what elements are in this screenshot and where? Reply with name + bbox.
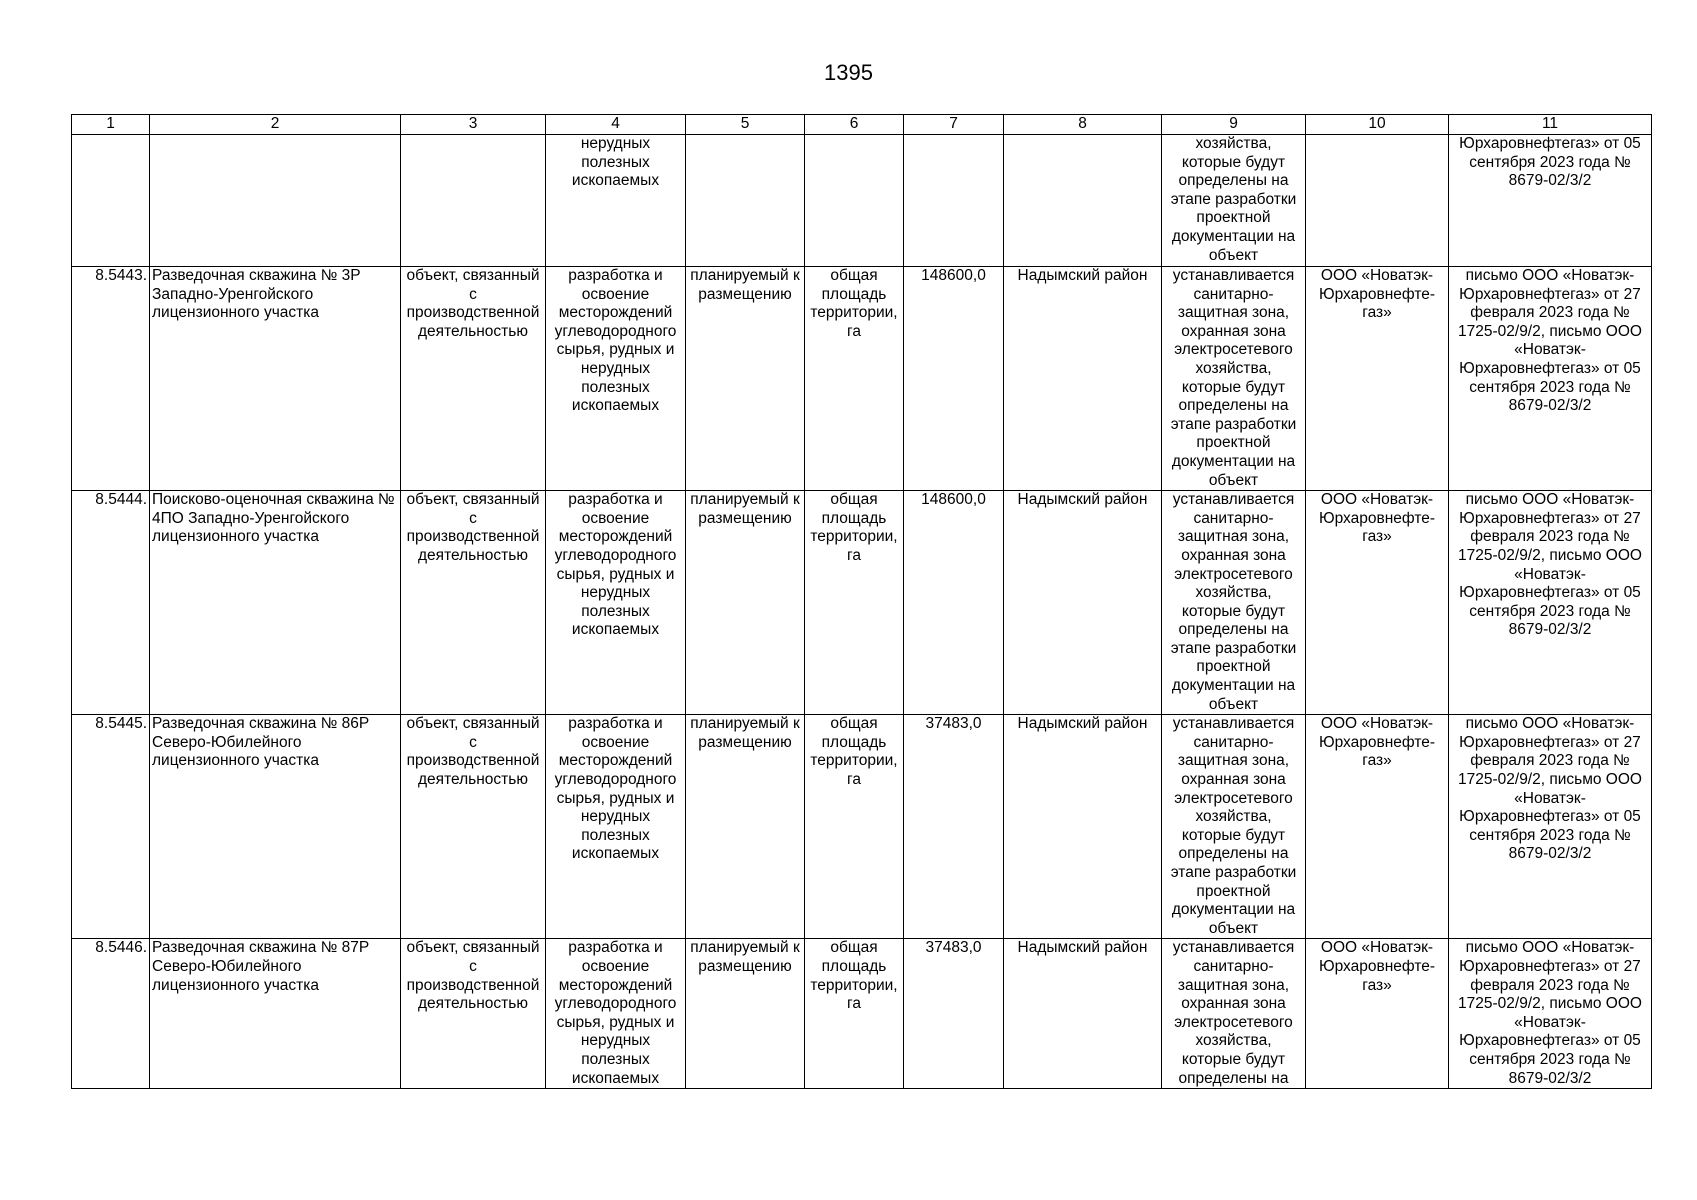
column-header-7: 7 (904, 115, 1004, 135)
cell-owner: ООО «Новатэк-Юрхаровнефте-газ» (1306, 491, 1449, 715)
cell-location (1004, 135, 1162, 267)
cell-zones: устанавливается санитарно-защитная зона, охранная зона электросетевого хозяйства, которые будут определены на этапе разработки проектной документации на объект (1162, 267, 1306, 491)
cell-basis: письмо ООО «Новатэк-Юрхаровнефтегаз» от 27 февраля 2023 года № 1725-02/9/2, письмо ООО «Новатэк-Юрхаровнефтегаз» от 05 сентября 2023 года № 8679-02/3/2 (1449, 939, 1652, 1089)
cell-characteristic: общая площадь территории, га (805, 715, 904, 939)
cell-status: планируемый к размещению (686, 939, 805, 1089)
column-header-9: 9 (1162, 115, 1306, 135)
column-header-3: 3 (401, 115, 546, 135)
cell-num (72, 135, 150, 267)
cell-location: Надымский район (1004, 939, 1162, 1089)
cell-num: 8.5444. (72, 491, 150, 715)
column-header-11: 11 (1449, 115, 1652, 135)
cell-name: Разведочная скважина № 86Р Северо-Юбилейного лицензионного участка (150, 715, 401, 939)
cell-value: 37483,0 (904, 939, 1004, 1089)
cell-basis: письмо ООО «Новатэк-Юрхаровнефтегаз» от 27 февраля 2023 года № 1725-02/9/2, письмо ООО «Новатэк-Юрхаровнефтегаз» от 05 сентября 2023 года № 8679-02/3/2 (1449, 491, 1652, 715)
cell-characteristic (805, 135, 904, 267)
cell-status: планируемый к размещению (686, 715, 805, 939)
cell-type: объект, связанный с производственной деятельностью (401, 491, 546, 715)
cell-value: 148600,0 (904, 491, 1004, 715)
column-header-1: 1 (72, 115, 150, 135)
cell-num: 8.5446. (72, 939, 150, 1089)
table-header-row (72, 115, 1652, 135)
cell-basis: Юрхаровнефтегаз» от 05 сентября 2023 года № 8679-02/3/2 (1449, 135, 1652, 267)
cell-location: Надымский район (1004, 267, 1162, 491)
cell-purpose: нерудных полезных ископаемых (546, 135, 686, 267)
cell-value: 37483,0 (904, 715, 1004, 939)
cell-owner: ООО «Новатэк-Юрхаровнефте-газ» (1306, 939, 1449, 1089)
register-table (71, 114, 1652, 1089)
cell-basis: письмо ООО «Новатэк-Юрхаровнефтегаз» от 27 февраля 2023 года № 1725-02/9/2, письмо ООО «Новатэк-Юрхаровнефтегаз» от 05 сентября 2023 года № 8679-02/3/2 (1449, 715, 1652, 939)
table-row (72, 715, 1652, 939)
cell-num: 8.5443. (72, 267, 150, 491)
cell-characteristic: общая площадь территории, га (805, 939, 904, 1089)
column-header-5: 5 (686, 115, 805, 135)
cell-characteristic: общая площадь территории, га (805, 491, 904, 715)
cell-purpose: разработка и освоение месторождений углеводородного сырья, рудных и нерудных полезных ископаемых (546, 267, 686, 491)
table-row-continuation (72, 135, 1652, 267)
cell-zones: хозяйства, которые будут определены на этапе разработки проектной документации на объект (1162, 135, 1306, 267)
cell-zones: устанавливается санитарно-защитная зона, охранная зона электросетевого хозяйства, которые будут определены на этапе разработки проектной документации на объект (1162, 715, 1306, 939)
cell-status (686, 135, 805, 267)
cell-name (150, 135, 401, 267)
cell-name: Разведочная скважина № 3Р Западно-Уренгойского лицензионного участка (150, 267, 401, 491)
table-row (72, 939, 1652, 1089)
cell-owner: ООО «Новатэк-Юрхаровнефте-газ» (1306, 715, 1449, 939)
cell-zones: устанавливается санитарно-защитная зона, охранная зона электросетевого хозяйства, которые будут определены на (1162, 939, 1306, 1089)
cell-location: Надымский район (1004, 491, 1162, 715)
cell-status: планируемый к размещению (686, 491, 805, 715)
column-header-4: 4 (546, 115, 686, 135)
table-row (72, 491, 1652, 715)
cell-status: планируемый к размещению (686, 267, 805, 491)
cell-purpose: разработка и освоение месторождений углеводородного сырья, рудных и нерудных полезных ископаемых (546, 715, 686, 939)
page-number: 1395 (824, 60, 873, 85)
cell-value (904, 135, 1004, 267)
cell-name: Поисково-оценочная скважина № 4ПО Западно-Уренгойского лицензионного участка (150, 491, 401, 715)
cell-type: объект, связанный с производственной деятельностью (401, 715, 546, 939)
column-header-10: 10 (1306, 115, 1449, 135)
cell-purpose: разработка и освоение месторождений углеводородного сырья, рудных и нерудных полезных ископаемых (546, 491, 686, 715)
table-row (72, 267, 1652, 491)
column-header-6: 6 (805, 115, 904, 135)
cell-type: объект, связанный с производственной деятельностью (401, 267, 546, 491)
cell-characteristic: общая площадь территории, га (805, 267, 904, 491)
cell-name: Разведочная скважина № 87Р Северо-Юбилейного лицензионного участка (150, 939, 401, 1089)
cell-owner: ООО «Новатэк-Юрхаровнефте-газ» (1306, 267, 1449, 491)
column-header-2: 2 (150, 115, 401, 135)
cell-type: объект, связанный с производственной деятельностью (401, 939, 546, 1089)
cell-num: 8.5445. (72, 715, 150, 939)
column-header-8: 8 (1004, 115, 1162, 135)
cell-zones: устанавливается санитарно-защитная зона, охранная зона электросетевого хозяйства, которые будут определены на этапе разработки проектной документации на объект (1162, 491, 1306, 715)
cell-type (401, 135, 546, 267)
cell-location: Надымский район (1004, 715, 1162, 939)
cell-basis: письмо ООО «Новатэк-Юрхаровнефтегаз» от 27 февраля 2023 года № 1725-02/9/2, письмо ООО «Новатэк-Юрхаровнефтегаз» от 05 сентября 2023 года № 8679-02/3/2 (1449, 267, 1652, 491)
cell-purpose: разработка и освоение месторождений углеводородного сырья, рудных и нерудных полезных ископаемых (546, 939, 686, 1089)
cell-value: 148600,0 (904, 267, 1004, 491)
cell-owner (1306, 135, 1449, 267)
